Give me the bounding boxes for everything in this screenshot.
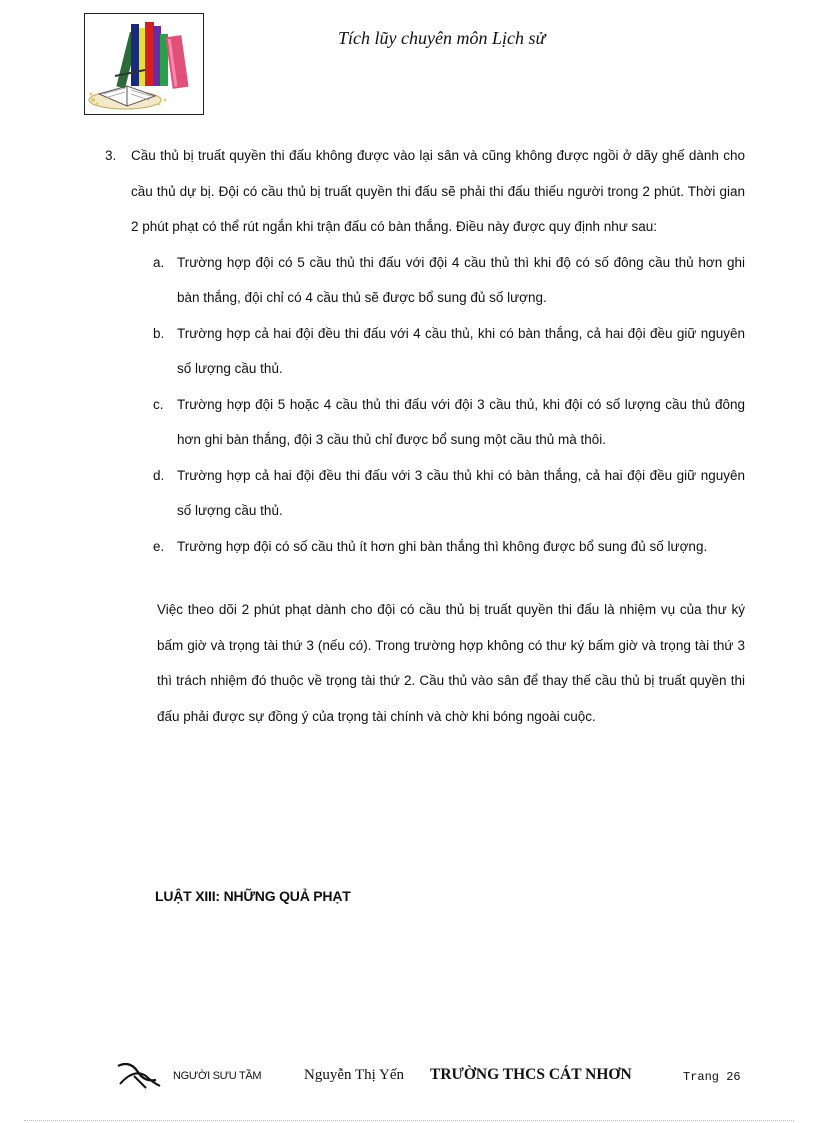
sub-item-text: Trường hợp đội 5 hoặc 4 cầu thủ thi đấu với đội 3 cầu thủ, khi đội có số lượng cầu thủ đông hơn ghi bàn thắng, đội 3 cầu thủ chỉ được bổ sung một cầu thủ mà thôi. (177, 396, 745, 447)
books-stack-icon (85, 14, 204, 115)
signature-pen-icon (116, 1058, 164, 1092)
sub-item-letter: a. (153, 254, 165, 270)
list-item-text: Cầu thủ bị truất quyền thi đấu không được vào lại sân và cũng không được ngồi ở dãy ghế dành cho cầu thủ dự bị. Đội có cầu thủ bị truất quyền thi đấu sẽ phải thi đấu thiếu người trong 2 phút. Thời gian 2 phút phạt có thể rút ngắn khi trận đấu có bàn thắng. Điều này được quy định như sau: (131, 148, 745, 234)
list-number: 3. (105, 148, 117, 163)
books-logo (84, 13, 204, 115)
section-heading: LUẬT XIII: NHỮNG QUẢ PHẠT (155, 888, 351, 904)
sub-item-text: Trường hợp cả hai đội đều thi đấu với 3 cầu thủ khi có bàn thắng, cả hai đội đều giữ nguyên số lượng cầu thủ. (177, 467, 745, 518)
sub-item-d (153, 458, 745, 529)
document-body (105, 138, 745, 734)
sub-item-letter: e. (153, 538, 165, 554)
sub-item-letter: c. (153, 396, 164, 412)
sub-item-text: Trường hợp đội có 5 cầu thủ thi đấu với đội 4 cầu thủ thì khi độ có số đông cầu thủ hơn ghi bàn thắng, đội chỉ có 4 cầu thủ sẽ được bổ sung đủ số lượng. (177, 254, 745, 305)
sub-item-text: Trường hợp đội có số cầu thủ ít hơn ghi bàn thắng thì không được bổ sung đủ số lượng. (177, 538, 708, 554)
list-item-3 (105, 138, 745, 245)
school-name: TRƯỜNG THCS CÁT NHƠN (430, 1066, 632, 1083)
sub-item-e (153, 529, 745, 565)
sub-item-letter: d. (153, 467, 165, 483)
page-footer (0, 1062, 816, 1092)
sub-item-letter: b. (153, 325, 165, 341)
author-name: Nguyễn Thị Yến (304, 1067, 404, 1083)
sub-item-c (153, 387, 745, 458)
sub-item-a (153, 245, 745, 316)
sub-item-b (153, 316, 745, 387)
bottom-divider (24, 1120, 794, 1121)
page-header-title: Tích lũy chuyên môn Lịch sử (338, 28, 546, 48)
sub-item-text: Trường hợp cả hai đội đều thi đấu với 4 cầu thủ, khi có bàn thắng, cả hai đội đều giữ nguyên số lượng cầu thủ. (177, 325, 745, 376)
collector-label: NGƯỜI SƯU TẦM (173, 1070, 262, 1082)
page-number: Trang 26 (683, 1070, 741, 1084)
body-paragraph: Việc theo dõi 2 phút phạt dành cho đội có cầu thủ bị truất quyền thi đấu là nhiệm vụ của thư ký bấm giờ và trọng tài thứ 3 (nếu có). Trong trường hợp không có thư ký bấm giờ và trọng tài thứ 3 thì trách nhiệm đó thuộc về trọng tài thứ 2. Cầu thủ vào sân để thay thế cầu thủ bị truất quyền thi đấu phải được sự đồng ý của trọng tài chính và chờ khi bóng ngoài cuộc. (157, 602, 745, 724)
